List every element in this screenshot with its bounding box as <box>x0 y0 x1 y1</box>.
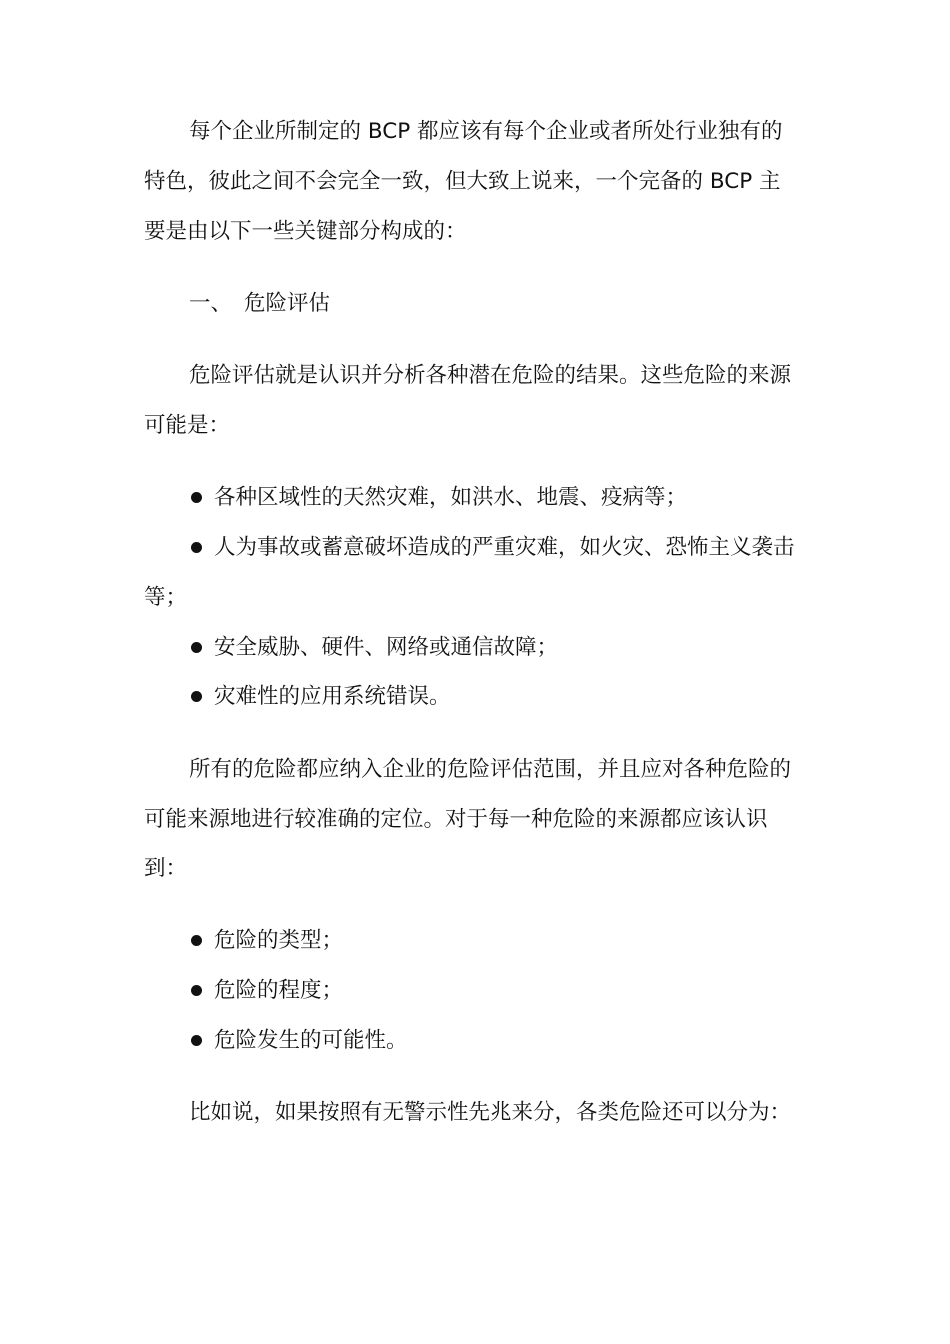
bullet-icon <box>191 542 202 553</box>
scope-paragraph-line-2: 可能来源地进行较准确的定位。对于每一种危险的来源都应该认识 <box>144 807 768 832</box>
list-item-continuation: 等； <box>144 585 188 610</box>
list-item-text: 人为事故或蓄意破坏造成的严重灾难，如火灾、恐怖主义袭击 <box>214 535 795 560</box>
list-item-text: 灾难性的应用系统错误。 <box>214 684 451 709</box>
list-item <box>189 921 824 961</box>
intro-paragraph-line-1: 每个企业所制定的 BCP 都应该有每个企业或者所处行业独有的 <box>189 119 783 144</box>
list-item-text: 危险发生的可能性。 <box>214 1028 408 1053</box>
example-paragraph-line-1: 比如说，如果按照有无警示性先兆来分，各类危险还可以分为： <box>189 1100 792 1125</box>
intro-paragraph-line-3: 要是由以下一些关键部分构成的： <box>144 219 467 244</box>
list-item-text: 危险的程度； <box>214 978 344 1003</box>
list-item <box>189 1021 824 1061</box>
list-item-text: 各种区域性的天然灾难，如洪水、地震、疫病等； <box>214 485 688 510</box>
scope-paragraph-line-3: 到： <box>144 856 188 881</box>
bullet-icon <box>191 691 202 702</box>
bullet-icon <box>191 935 202 946</box>
bullet-icon <box>191 1035 202 1046</box>
list-item <box>189 628 824 668</box>
list-item-text: 危险的类型； <box>214 928 344 953</box>
list-item <box>189 478 824 518</box>
list-item <box>189 677 824 717</box>
risk-paragraph-line-1: 危险评估就是认识并分析各种潜在危险的结果。这些危险的来源 <box>189 363 792 388</box>
scope-paragraph-line-1: 所有的危险都应纳入企业的危险评估范围，并且应对各种危险的 <box>189 757 792 782</box>
list-item-text: 安全威胁、硬件、网络或通信故障； <box>214 635 559 660</box>
risk-paragraph-line-2: 可能是： <box>144 413 231 438</box>
intro-paragraph-line-2: 特色，彼此之间不会完全一致，但大致上说来，一个完备的 BCP 主 <box>144 169 781 194</box>
bullet-icon <box>191 642 202 653</box>
bullet-icon <box>191 985 202 996</box>
list-item <box>189 528 824 568</box>
bullet-icon <box>191 492 202 503</box>
list-item <box>189 971 824 1011</box>
section-heading-title: 危险评估 <box>244 291 331 316</box>
section-heading-number: 一、 <box>189 291 233 316</box>
